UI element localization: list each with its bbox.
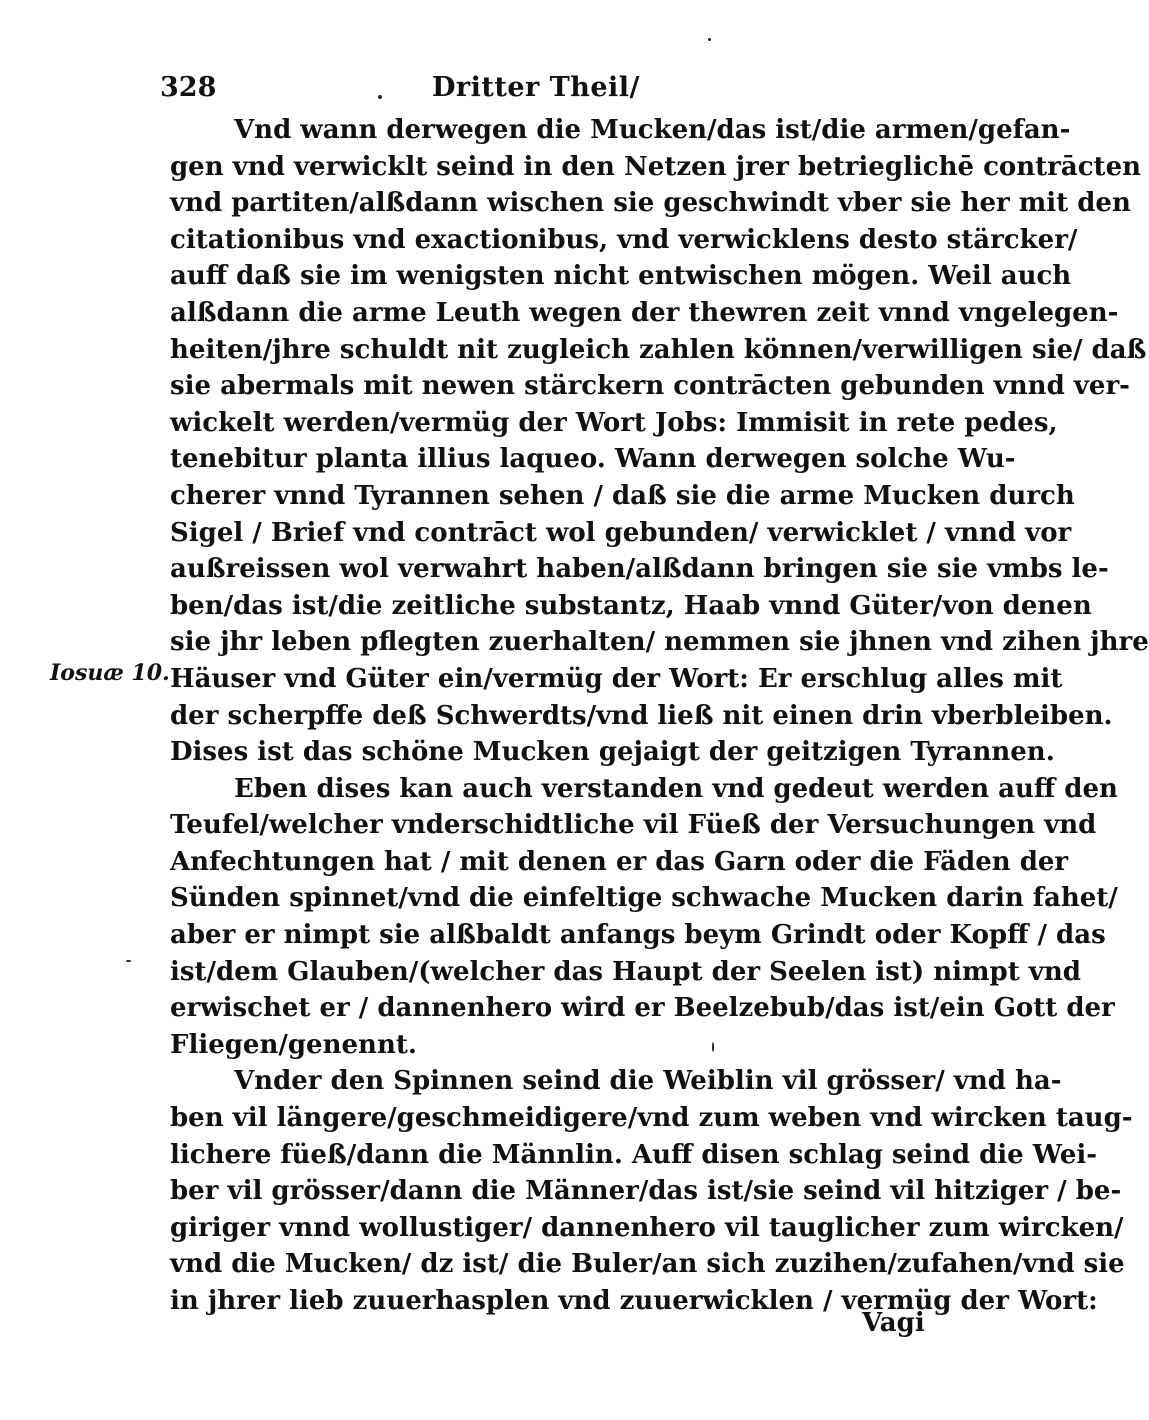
text-line: Teufel/welcher vnderschidtliche vil Füeß der Versuchungen vnd bbox=[170, 810, 1097, 841]
ink-speck bbox=[712, 1042, 714, 1052]
text-line: lichere füeß/dann die Männlin. Auff disen schlag seind die Wei- bbox=[170, 1139, 1098, 1170]
margin-note: Iosuæ 10. bbox=[50, 660, 170, 686]
catchword: Vagi bbox=[862, 1308, 925, 1338]
text-line: tenebitur planta illius laqueo. Wann derwegen solche Wu- bbox=[170, 444, 1016, 475]
text-line: vnd die Mucken/ dz ist/ die Buler/an sich zuzihen/zufahen/vnd sie bbox=[170, 1249, 1125, 1280]
text-line: erwischet er / dannenhero wird er Beelzebub/das ist/ein Gott der bbox=[170, 993, 1115, 1024]
text-line: Dises ist das schöne Mucken gejaigt der geitzigen Tyrannen. bbox=[170, 737, 1055, 768]
page-header bbox=[160, 72, 940, 112]
text-line: citationibus vnd exactionibus, vnd verwicklens desto stärcker/ bbox=[170, 224, 1078, 255]
text-line: ben vil längere/geschmeidigere/vnd zum weben vnd wircken taug- bbox=[170, 1103, 1133, 1134]
body-text bbox=[170, 112, 1149, 1320]
ink-speck bbox=[708, 38, 711, 41]
text-line: giriger vnnd wollustiger/ dannenhero vil tauglicher zum wircken/ bbox=[170, 1212, 1124, 1243]
text-line: vnd partiten/alßdann wischen sie geschwindt vber sie her mit den bbox=[170, 188, 1131, 219]
text-line: der scherpffe deß Schwerdts/vnd ließ nit einen drin vberbleiben. bbox=[170, 700, 1113, 731]
running-head: Dritter Theil/ bbox=[432, 72, 640, 103]
text-line: Fliegen/genennt. bbox=[170, 1029, 417, 1060]
text-line: in jhrer lieb zuuerhasplen vnd zuuerwicklen / vermüg der Wort: bbox=[170, 1286, 1098, 1316]
text-line: Sünden spinnet/vnd die einfeltige schwache Mucken darin fahet/ bbox=[170, 883, 1118, 914]
text-line: alßdann die arme Leuth wegen der thewren zeit vnnd vngelegen- bbox=[170, 297, 1119, 328]
text-line: heiten/jhre schuldt nit zugleich zahlen können/verwilligen sie/ daß bbox=[170, 334, 1147, 365]
text-line: Häuser vnd Güter ein/vermüg der Wort: Er erschlug alles mit bbox=[170, 663, 1063, 694]
text-line: Anfechtungen hat / mit denen er das Garn oder die Fäden der bbox=[170, 846, 1069, 877]
text-line: aber er nimpt sie alßbaldt anfangs beym Grindt oder Kopff / das bbox=[170, 920, 1106, 951]
text-line: sie abermals mit newen stärckern contrācten gebunden vnnd ver- bbox=[170, 371, 1130, 402]
text-line: außreissen wol verwahrt haben/alßdann bringen sie sie vmbs le- bbox=[170, 554, 1109, 585]
text-line: Vnd wann derwegen die Mucken/das ist/die armen/gefan- bbox=[234, 115, 1071, 145]
ink-speck bbox=[378, 95, 382, 99]
text-line: Sigel / Brief vnd contrāct wol gebunden/ verwicklet / vnnd vor bbox=[170, 517, 1072, 548]
text-line: ber vil grösser/dann die Männer/das ist/sie seind vil hitziger / be- bbox=[170, 1176, 1122, 1207]
page-number: 328 bbox=[160, 72, 217, 103]
text-line: Eben dises kan auch verstanden vnd gedeut werden auff den bbox=[234, 773, 1118, 804]
ink-speck bbox=[126, 960, 131, 962]
text-line: sie jhr leben pflegten zuerhalten/ nemmen sie jhnen vnd zihen jhre bbox=[170, 627, 1149, 658]
text-line: ben/das ist/die zeitliche substantz, Haab vnnd Güter/von denen bbox=[170, 590, 1092, 621]
text-line: gen vnd verwicklt seind in den Netzen jrer betrieglichē contrācten bbox=[170, 151, 1142, 182]
text-line: wickelt werden/vermüg der Wort Jobs: Immisit in rete pedes, bbox=[170, 407, 1058, 438]
text-line: auff daß sie im wenigsten nicht entwischen mögen. Weil auch bbox=[170, 261, 1072, 292]
text-line: ist/dem Glauben/(welcher das Haupt der Seelen ist) nimpt vnd bbox=[170, 956, 1081, 987]
text-line: Vnder den Spinnen seind die Weiblin vil grösser/ vnd ha- bbox=[234, 1066, 1062, 1097]
text-line: cherer vnnd Tyrannen sehen / daß sie die arme Mucken durch bbox=[170, 480, 1075, 511]
